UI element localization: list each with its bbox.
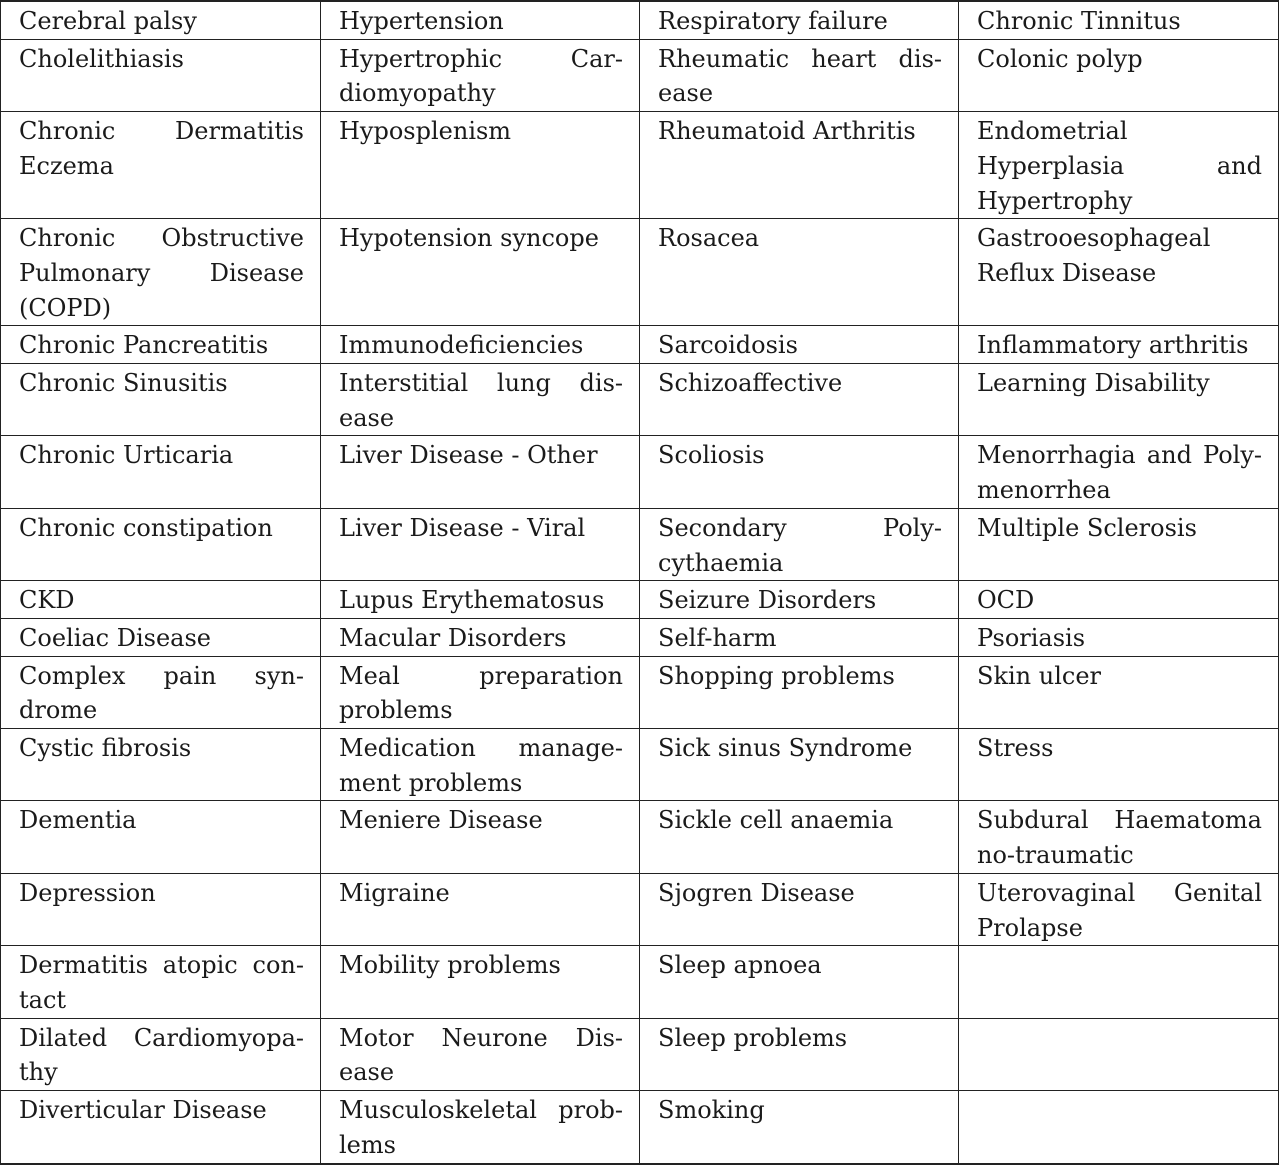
table-cell: Inflammatory arthritis xyxy=(959,326,1279,364)
table-cell: Motor Neurone Disease xyxy=(321,1018,640,1090)
table-row xyxy=(1,39,1279,111)
table-cell: Secondary Polycythaemia xyxy=(640,508,959,580)
table-cell: Endometrial Hyperplasia and Hypertrophy xyxy=(959,112,1279,219)
table-cell: Liver Disease - Viral xyxy=(321,508,640,580)
table-cell: Macular Disorders xyxy=(321,618,640,656)
table-cell: Stress xyxy=(959,729,1279,801)
table-cell: Rheumatic heart disease xyxy=(640,39,959,111)
table-cell: OCD xyxy=(959,581,1279,619)
table-row xyxy=(1,364,1279,436)
table-cell: Chronic Urticaria xyxy=(1,436,321,508)
table-cell: Chronic Sinusitis xyxy=(1,364,321,436)
table-cell: Musculoskeletal problems xyxy=(321,1091,640,1164)
table-cell: Depression xyxy=(1,873,321,945)
table-cell: Dilated Cardiomyopathy xyxy=(1,1018,321,1090)
table-cell: Chronic Tinnitus xyxy=(959,1,1279,39)
table-cell: Medication management problems xyxy=(321,729,640,801)
table-row xyxy=(1,112,1279,219)
table-cell: Rosacea xyxy=(640,219,959,326)
table-cell: Uterovaginal Genital Prolapse xyxy=(959,873,1279,945)
table-cell: Chronic constipation xyxy=(1,508,321,580)
table-cell: Scoliosis xyxy=(640,436,959,508)
table-cell xyxy=(959,1091,1279,1164)
table-cell: Migraine xyxy=(321,873,640,945)
table-row xyxy=(1,326,1279,364)
table-cell: Liver Disease - Other xyxy=(321,436,640,508)
table-cell: Rheumatoid Arthritis xyxy=(640,112,959,219)
table-cell: Hypertension xyxy=(321,1,640,39)
table-cell: Lupus Erythematosus xyxy=(321,581,640,619)
table-row xyxy=(1,801,1279,873)
table-row xyxy=(1,436,1279,508)
table-cell: Hyposplenism xyxy=(321,112,640,219)
table-cell: Mobility problems xyxy=(321,946,640,1018)
table-row xyxy=(1,219,1279,326)
table-cell: Immunodeficiencies xyxy=(321,326,640,364)
table-cell: Hypertrophic Cardiomyopathy xyxy=(321,39,640,111)
table-cell: Respiratory failure xyxy=(640,1,959,39)
table-row xyxy=(1,508,1279,580)
table-cell: Seizure Disorders xyxy=(640,581,959,619)
table-cell: Sjogren Disease xyxy=(640,873,959,945)
table-cell: Shopping problems xyxy=(640,656,959,728)
table-cell: Cholelithiasis xyxy=(1,39,321,111)
table-cell: Hypotension syncope xyxy=(321,219,640,326)
table-cell: Subdural Haematoma no-traumatic xyxy=(959,801,1279,873)
table-cell: CKD xyxy=(1,581,321,619)
table-cell: Self-harm xyxy=(640,618,959,656)
table-cell: Dementia xyxy=(1,801,321,873)
table-cell: Meal preparation problems xyxy=(321,656,640,728)
table-cell: Gastrooesophageal Reflux Disease xyxy=(959,219,1279,326)
table-row xyxy=(1,873,1279,945)
table-cell: Complex pain syndrome xyxy=(1,656,321,728)
table-cell: Learning Disability xyxy=(959,364,1279,436)
table-cell: Coeliac Disease xyxy=(1,618,321,656)
table-cell: Sleep apnoea xyxy=(640,946,959,1018)
table-row xyxy=(1,1,1279,39)
table-row xyxy=(1,618,1279,656)
table-row xyxy=(1,656,1279,728)
table-cell: Sleep problems xyxy=(640,1018,959,1090)
table-cell xyxy=(959,1018,1279,1090)
table-row xyxy=(1,581,1279,619)
table-cell: Smoking xyxy=(640,1091,959,1164)
table-cell: Cerebral palsy xyxy=(1,1,321,39)
table-cell: Chronic Obstructive Pulmonary Disease (COPD) xyxy=(1,219,321,326)
table-cell: Dermatitis atopic contact xyxy=(1,946,321,1018)
table-cell: Sick sinus Syndrome xyxy=(640,729,959,801)
table-row xyxy=(1,946,1279,1018)
table-cell: Chronic Dermatitis Eczema xyxy=(1,112,321,219)
table-row xyxy=(1,1091,1279,1164)
table-cell: Cystic fibrosis xyxy=(1,729,321,801)
table-cell: Menorrhagia and Polymenorrhea xyxy=(959,436,1279,508)
table-row xyxy=(1,729,1279,801)
table-cell: Diverticular Disease xyxy=(1,1091,321,1164)
table-cell: Colonic polyp xyxy=(959,39,1279,111)
table-cell: Skin ulcer xyxy=(959,656,1279,728)
table-cell: Multiple Sclerosis xyxy=(959,508,1279,580)
table-cell: Sickle cell anaemia xyxy=(640,801,959,873)
table-cell: Schizoaffective xyxy=(640,364,959,436)
table-cell xyxy=(959,946,1279,1018)
table-cell: Chronic Pancreatitis xyxy=(1,326,321,364)
table-cell: Psoriasis xyxy=(959,618,1279,656)
table-cell: Sarcoidosis xyxy=(640,326,959,364)
table-cell: Meniere Disease xyxy=(321,801,640,873)
table-row xyxy=(1,1018,1279,1090)
table-cell: Interstitial lung disease xyxy=(321,364,640,436)
